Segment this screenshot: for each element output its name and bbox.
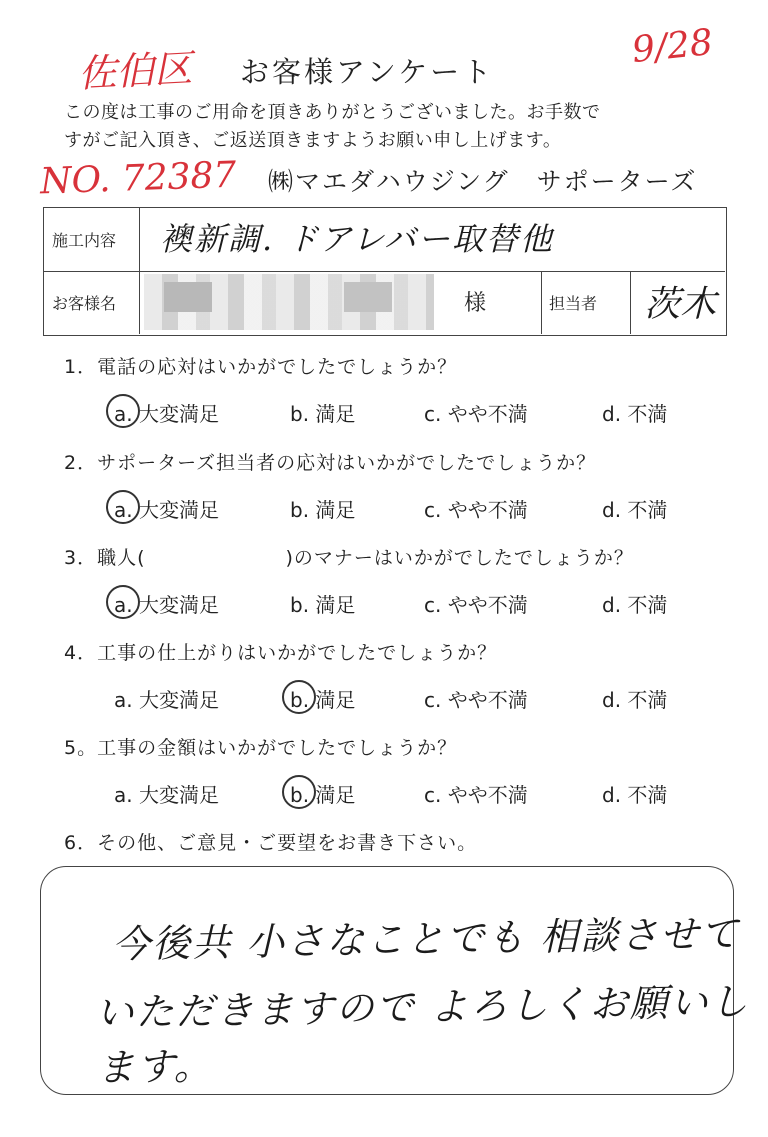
form-number-handwritten: NO. 72387	[39, 154, 237, 203]
option-c[interactable]: c. やや不満	[424, 688, 528, 712]
staff-name-handwritten: 茨木	[644, 284, 717, 325]
question-6: 6．その他、ご意見・ご要望をお書き下さい。	[64, 832, 478, 854]
table-col-divider	[139, 208, 140, 334]
date-handwritten: 9/28	[630, 21, 715, 72]
remark-line1-handwritten: 今後共 小さなことでも 相談させて	[111, 911, 741, 967]
option-a[interactable]: a. 大変満足	[114, 688, 219, 712]
option-c[interactable]: c. やや不満	[424, 498, 528, 522]
option-a[interactable]: a. 大変満足	[114, 494, 219, 523]
table-col-divider	[541, 271, 542, 334]
option-c[interactable]: c. やや不満	[424, 593, 528, 617]
table-row-divider	[44, 271, 725, 272]
page-title: お客様アンケート	[240, 55, 495, 89]
option-c[interactable]: c. やや不満	[424, 783, 528, 807]
option-d[interactable]: d. 不満	[602, 783, 668, 807]
intro-text-line1: この度は工事のご用命を頂きありがとうございました。お手数で	[64, 102, 601, 123]
work-content-handwritten: 襖新調. ドアレバー取替他	[160, 220, 554, 258]
option-b[interactable]: b. 満足	[290, 593, 356, 617]
question-3: 3．職人( )のマナーはいかがでしたでしょうか？	[64, 547, 634, 569]
option-d[interactable]: d. 不満	[602, 688, 668, 712]
company-name: ㈱マエダハウジング サポーターズ	[268, 167, 698, 196]
honorific-label: 様	[464, 291, 487, 316]
option-d[interactable]: d. 不満	[602, 402, 668, 426]
question-2-options	[0, 494, 768, 524]
redaction-block	[164, 282, 212, 312]
option-a[interactable]: a. 大変満足	[114, 398, 219, 427]
customer-name-label: お客様名	[52, 294, 117, 313]
staff-label: 担当者	[549, 294, 598, 313]
ward-handwritten: 佐伯区	[77, 46, 194, 96]
work-content-label: 施工内容	[52, 231, 117, 250]
option-b[interactable]: b. 満足	[290, 402, 356, 426]
option-b[interactable]: b. 満足	[290, 684, 355, 713]
question-4: 4．工事の仕上がりはいかがでしたでしょうか？	[64, 642, 498, 664]
option-a[interactable]: a. 大変満足	[114, 589, 219, 618]
question-5: 5。工事の金額はいかがでしたでしょうか？	[64, 737, 458, 759]
option-d[interactable]: d. 不満	[602, 498, 668, 522]
option-b[interactable]: b. 満足	[290, 498, 356, 522]
question-2: 2．サポーターズ担当者の応対はいかがでしたでしょうか？	[64, 452, 597, 474]
question-4-options	[0, 684, 768, 714]
option-a[interactable]: a. 大変満足	[114, 783, 219, 807]
info-table	[43, 207, 727, 336]
remark-line2-handwritten: いただきますので よろしくお願いします。	[95, 979, 751, 1090]
intro-text-line2: すがご記入頂き、ご返送頂きますようお願い申し上げます。	[64, 130, 562, 151]
question-1-options	[0, 398, 768, 428]
redaction-block	[344, 282, 392, 312]
option-c[interactable]: c. やや不満	[424, 402, 528, 426]
option-b[interactable]: b. 満足	[290, 779, 355, 808]
table-col-divider	[630, 271, 631, 334]
question-1: 1．電話の応対はいかがでしたでしょうか？	[64, 356, 458, 378]
option-d[interactable]: d. 不満	[602, 593, 668, 617]
question-5-options	[0, 779, 768, 809]
question-3-options	[0, 589, 768, 619]
